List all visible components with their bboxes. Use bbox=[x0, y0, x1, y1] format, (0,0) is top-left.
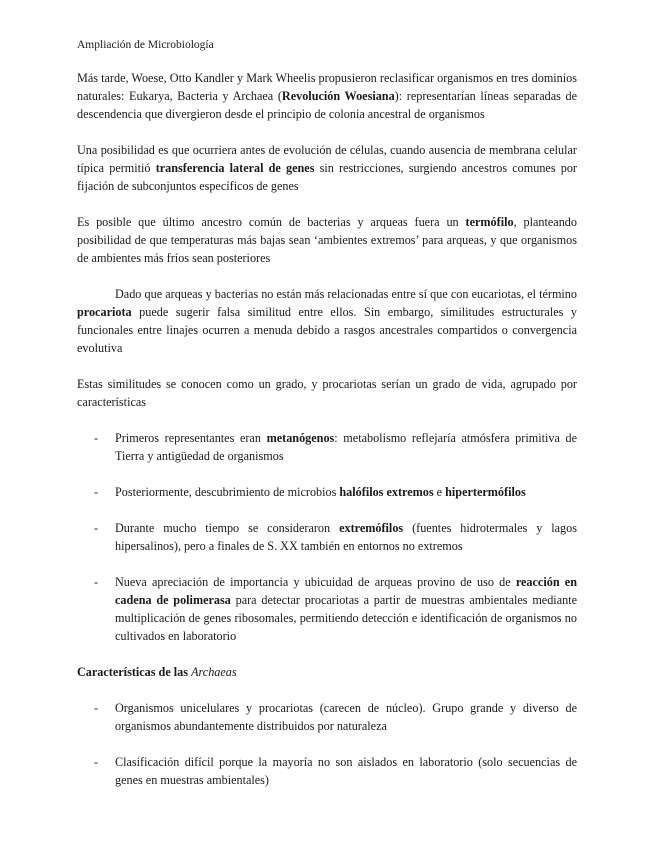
bold-term: metanógenos bbox=[266, 431, 335, 445]
bold-term: Revolución Woesiana bbox=[281, 89, 395, 103]
list-item: - Posteriormente, descubrimiento de microbios halófilos extremos e hipertermófilos bbox=[94, 485, 526, 499]
dash-marker: - bbox=[94, 755, 99, 769]
page-header: Ampliación de Microbiología bbox=[77, 39, 214, 51]
dash-marker: - bbox=[94, 521, 99, 535]
bold-term: procariota bbox=[77, 305, 132, 319]
dash-marker: - bbox=[94, 575, 99, 589]
list-item: - Organismos unicelulares y procariotas (carecen de núcleo). Grupo grande y diverso de organismos abundantemente distribuidos por naturaleza bbox=[94, 701, 577, 733]
list-item: - Clasificación difícil porque la mayoría no son aislados en laboratorio (solo secuencias de genes en muestras ambientales) bbox=[94, 755, 577, 787]
dash-marker: - bbox=[94, 701, 99, 715]
bold-term: termófilo bbox=[465, 215, 514, 229]
list-item: - Primeros representantes eran metanógenos: metabolismo reflejaría atmósfera primitiva de Tierra y antigüedad de organismos bbox=[94, 431, 577, 463]
paragraph-lateral-transfer: Una posibilidad es que ocurriera antes de evolución de células, cuando ausencia de membrana celular típica permitió transferencia lateral de genes sin restricciones, surgiendo ancestros comunes por fijación de subconjuntos específicos de genes bbox=[77, 143, 577, 193]
dash-marker: - bbox=[94, 485, 99, 499]
section-title-italic: Archaeas bbox=[191, 665, 237, 679]
characteristics-list bbox=[77, 429, 577, 645]
bold-term: halófilos extremos bbox=[339, 485, 434, 499]
paragraph-thermophile: Es posible que último ancestro común de bacterias y arqueas fuera un termófilo, planteando posibilidad de que temperaturas más bajas sean ‘ambientes extremos’ para arqueas, y que organismos de ambientes más fríos sean posteriores bbox=[77, 215, 577, 265]
bold-term: transferencia lateral de genes bbox=[155, 161, 315, 175]
bold-term: extremófilos bbox=[339, 521, 404, 535]
document-page bbox=[77, 37, 577, 807]
bold-term: hipertermófilos bbox=[445, 485, 526, 499]
paragraph-grade: Estas similitudes se conocen como un grado, y procariotas serían un grado de vida, agrupado por características bbox=[77, 377, 577, 409]
dash-marker: - bbox=[94, 431, 99, 445]
paragraph-prokaryote: Dado que arqueas y bacterias no están más relacionadas entre sí que con eucariotas, el término procariota puede sugerir falsa similitud entre ellos. Sin embargo, similitudes estructurales y funcionales entre linajes ocurren a menuda debido a rasgos ancestrales compartidos o convergencia evolutiva bbox=[77, 287, 577, 355]
list-item: - Nueva apreciación de importancia y ubicuidad de arqueas provino de uso de reacción en cadena de polimerasa para detectar procariotas a partir de muestras ambientales mediante multiplicación de genes ribosomales, permitiendo detección e identificación de organismos no cultivados en laboratorio bbox=[94, 575, 577, 643]
list-item: - Durante mucho tiempo se consideraron extremófilos (fuentes hidrotermales y lagos hipersalinos), pero a finales de S. XX también en entornos no extremos bbox=[94, 521, 577, 553]
section-title: Características de las Archaeas bbox=[77, 665, 237, 679]
paragraph-woese: Más tarde, Woese, Otto Kandler y Mark Wheelis propusieron reclasificar organismos en tres dominios naturales: Eukarya, Bacteria y Archaea (Revolución Woesiana): representarían líneas separadas de descendencia que divergieron desde el principio de colonia ancestral de organismos bbox=[77, 71, 577, 121]
archaea-characteristics-list bbox=[77, 699, 577, 789]
bold-term: reacción en cadena de polimerasa bbox=[115, 575, 577, 607]
